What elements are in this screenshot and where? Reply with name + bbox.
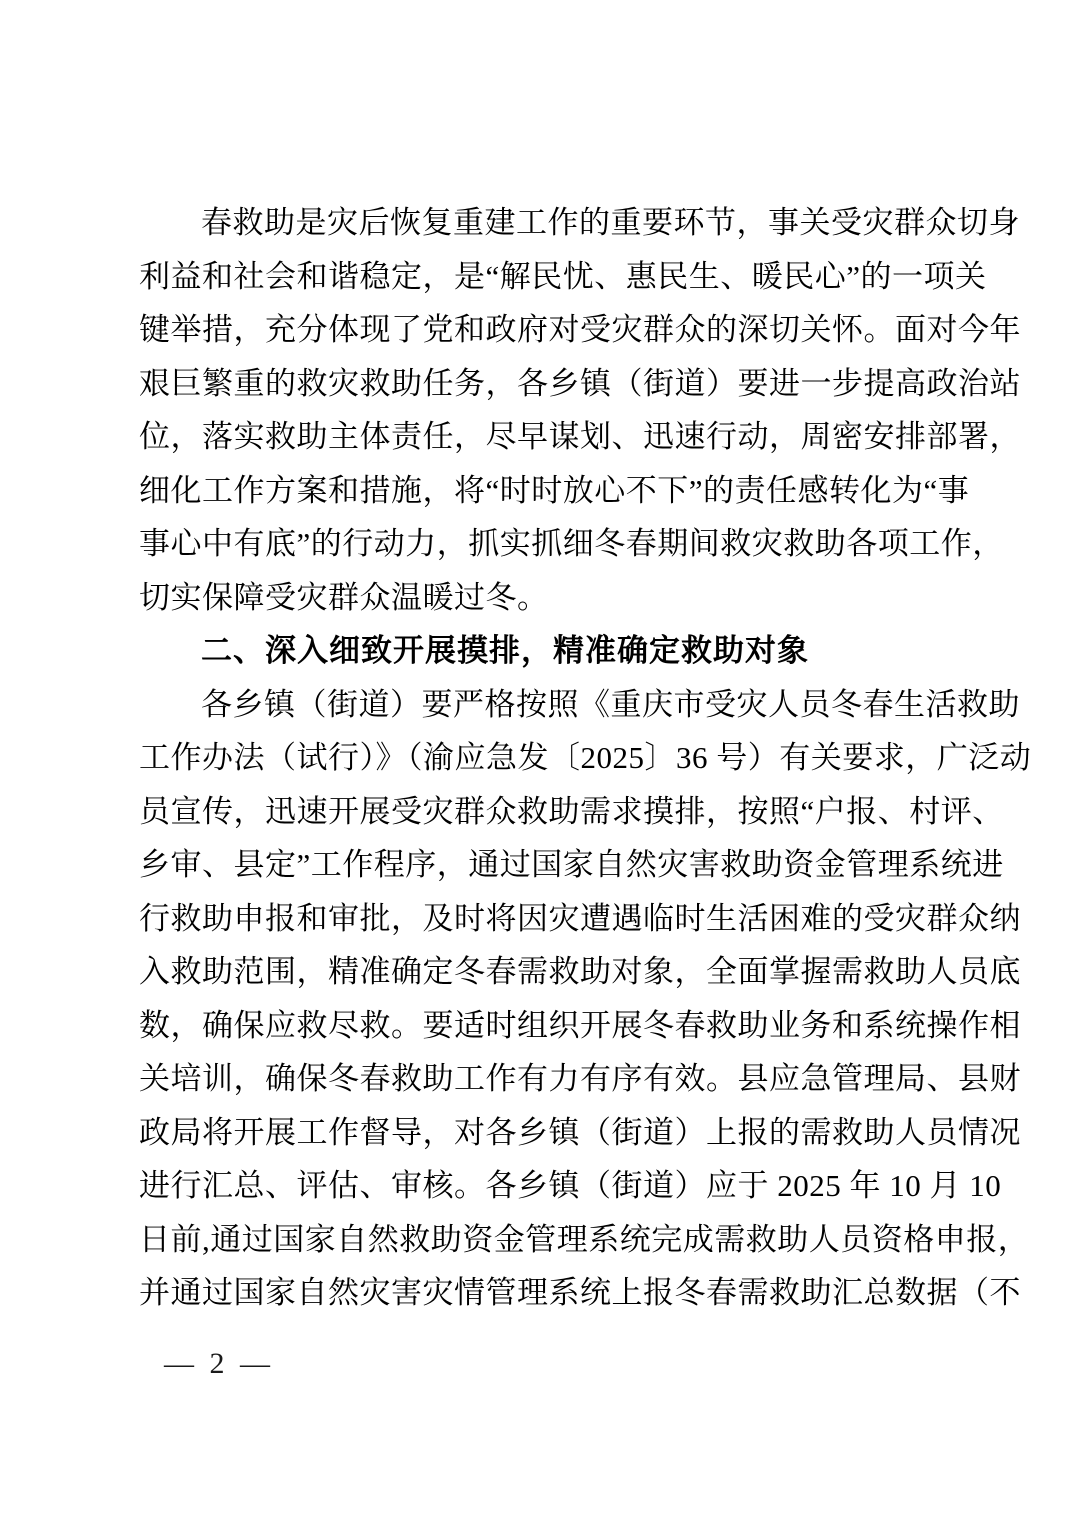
body-line: 行救助申报和审批，及时将因灾遭遇临时生活困难的受灾群众纳 <box>139 900 1021 936</box>
body-line: 数，确保应救尽救。要适时组织开展冬春救助业务和系统操作相 <box>139 1007 1021 1043</box>
document-body <box>139 196 1032 1320</box>
body-line: 各乡镇（街道）要严格按照《重庆市受灾人员冬春生活救助 <box>201 686 1020 722</box>
body-line: 细化工作方案和措施，将“时时放心不下”的责任感转化为“事 <box>139 472 970 508</box>
body-line: 春救助是灾后恢复重建工作的重要环节，事关受灾群众切身 <box>201 205 1020 240</box>
body-line: 工作办法（试行）》（渝应急发〔2025〕36 号）有关要求，广泛动 <box>139 740 1032 775</box>
body-line: 政局将开展工作督导，对各乡镇（街道）上报的需救助人员情况 <box>139 1114 1021 1150</box>
page-number: — 2 — <box>164 1347 274 1380</box>
body-line: 入救助范围，精准确定冬春需救助对象，全面掌握需救助人员底 <box>139 954 1021 989</box>
body-line: 艰巨繁重的救灾救助任务，各乡镇（街道）要进一步提高政治站 <box>139 365 1021 401</box>
body-line: 乡审、县定”工作程序，通过国家自然灾害救助资金管理系统进 <box>139 847 1004 882</box>
section-heading: 二、深入细致开展摸排，精准确定救助对象 <box>201 633 809 668</box>
body-line: 事心中有底”的行动力，抓实抓细冬春期间救灾救助各项工作， <box>139 526 1004 561</box>
body-line: 利益和社会和谐稳定，是“解民忧、惠民生、暖民心”的一项关 <box>139 258 987 294</box>
body-line: 位，落实救助主体责任，尽早谋划、迅速行动，周密安排部署， <box>139 419 1021 454</box>
body-line: 进行汇总、评估、审核。各乡镇（街道）应于 2025 年 10 月 10 <box>139 1168 1002 1203</box>
body-line: 切实保障受灾群众温暖过冬。 <box>139 579 549 615</box>
body-line: 关培训，确保冬春救助工作有力有序有效。县应急管理局、县财 <box>139 1061 1021 1096</box>
body-line: 员宣传，迅速开展受灾群众救助需求摸排，按照“户报、村评、 <box>139 793 1004 829</box>
body-line: 日前,通过国家自然救助资金管理系统完成需救助人员资格申报， <box>139 1221 1030 1257</box>
body-line: 并通过国家自然灾害灾情管理系统上报冬春需救助汇总数据（不 <box>139 1275 1021 1310</box>
body-line: 键举措，充分体现了党和政府对受灾群众的深切关怀。面对今年 <box>139 312 1021 347</box>
